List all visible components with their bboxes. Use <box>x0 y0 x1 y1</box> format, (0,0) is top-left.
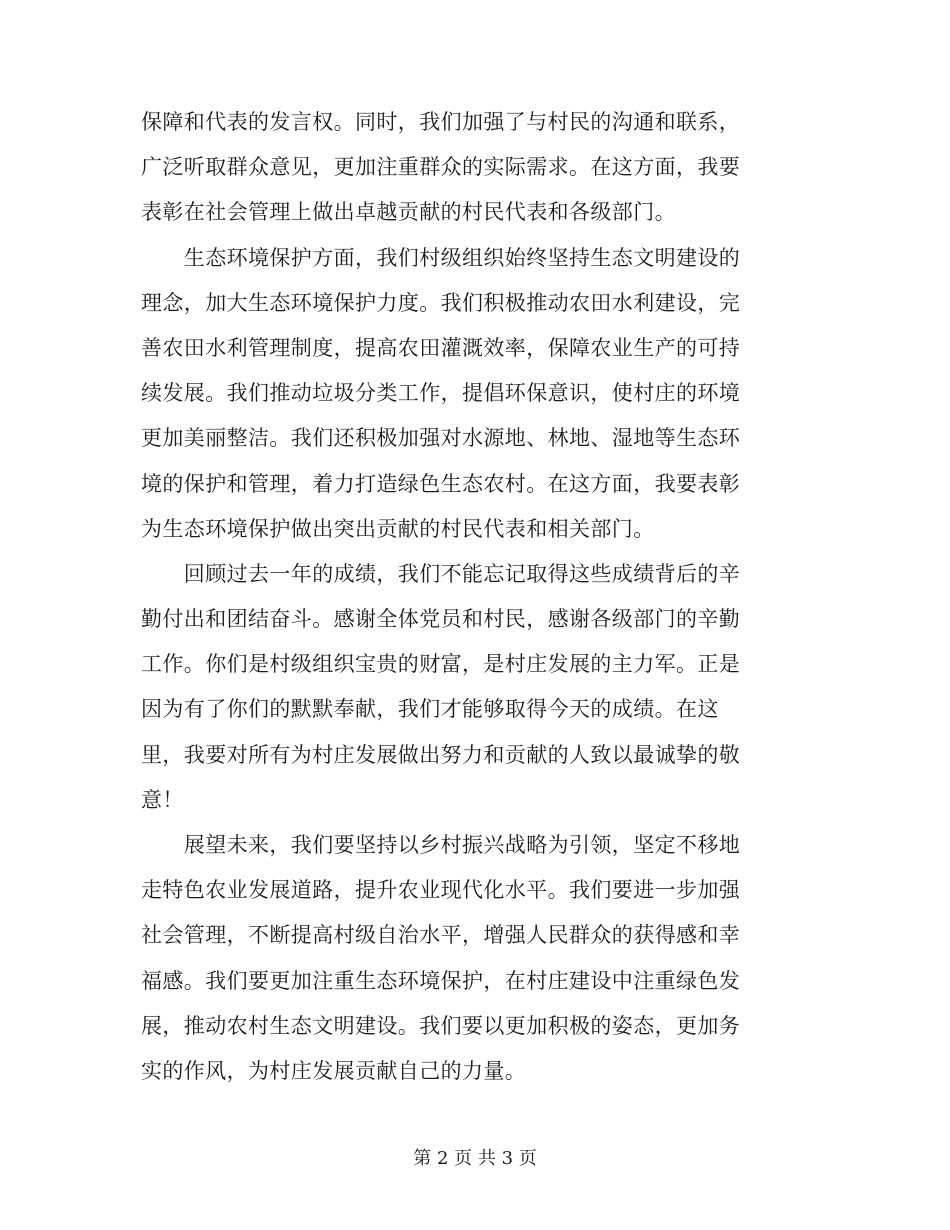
text-line: 善农田水利管理制度，提高农田灌溉效率，保障农业生产的可持 <box>141 335 741 360</box>
text-line: 续发展。我们推动垃圾分类工作，提倡环保意识，使村庄的环境 <box>141 381 741 406</box>
text-line: 实的作风，为村庄发展贡献自己的力量。 <box>141 1058 527 1083</box>
text-line: 福感。我们要更加注重生态环境保护，在村庄建设中注重绿色发 <box>141 968 741 993</box>
text-line: 生态环境保护方面，我们村级组织始终坚持生态文明建设的 <box>141 245 741 270</box>
text-line: 保障和代表的发言权。同时，我们加强了与村民的沟通和联系， <box>141 110 741 134</box>
text-line: 展望未来，我们要坚持以乡村振兴战略为引领，坚定不移地 <box>141 833 741 857</box>
text-line: 勤付出和团结奋斗。感谢全体党员和村民，感谢各级部门的辛勤 <box>141 607 741 632</box>
text-line: 工作。你们是村级组织宝贵的财富，是村庄发展的主力军。正是 <box>141 652 741 677</box>
text-line: 为生态环境保护做出突出贡献的村民代表和相关部门。 <box>141 516 655 541</box>
body-text <box>141 100 801 1094</box>
page-number-footer: 第 2 页 共 3 页 <box>413 1148 537 1169</box>
text-line: 里，我要对所有为村庄发展做出努力和贡献的人致以最诚挚的敬 <box>141 742 741 767</box>
text-line: 更加美丽整洁。我们还积极加强对水源地、林地、湿地等生态环 <box>141 426 741 451</box>
text-line: 走特色农业发展道路，提升农业现代化水平。我们要进一步加强 <box>141 878 741 903</box>
text-line: 广泛听取群众意见，更加注重群众的实际需求。在这方面，我要 <box>141 155 741 180</box>
text-line: 表彰在社会管理上做出卓越贡献的村民代表和各级部门。 <box>141 200 676 225</box>
text-line: 展，推动农村生态文明建设。我们要以更加积极的姿态，更加务 <box>141 1013 741 1038</box>
text-line: 境的保护和管理，着力打造绿色生态农村。在这方面，我要表彰 <box>141 471 741 496</box>
text-line: 理念，加大生态环境保护力度。我们积极推动农田水利建设，完 <box>141 290 741 315</box>
text-line: 回顾过去一年的成绩，我们不能忘记取得这些成绩背后的辛 <box>141 561 741 586</box>
text-line: 意！ <box>141 787 184 812</box>
text-line: 社会管理，不断提高村级自治水平，增强人民群众的获得感和幸 <box>141 923 741 948</box>
text-line: 因为有了你们的默默奉献，我们才能够取得今天的成绩。在这 <box>141 697 719 722</box>
